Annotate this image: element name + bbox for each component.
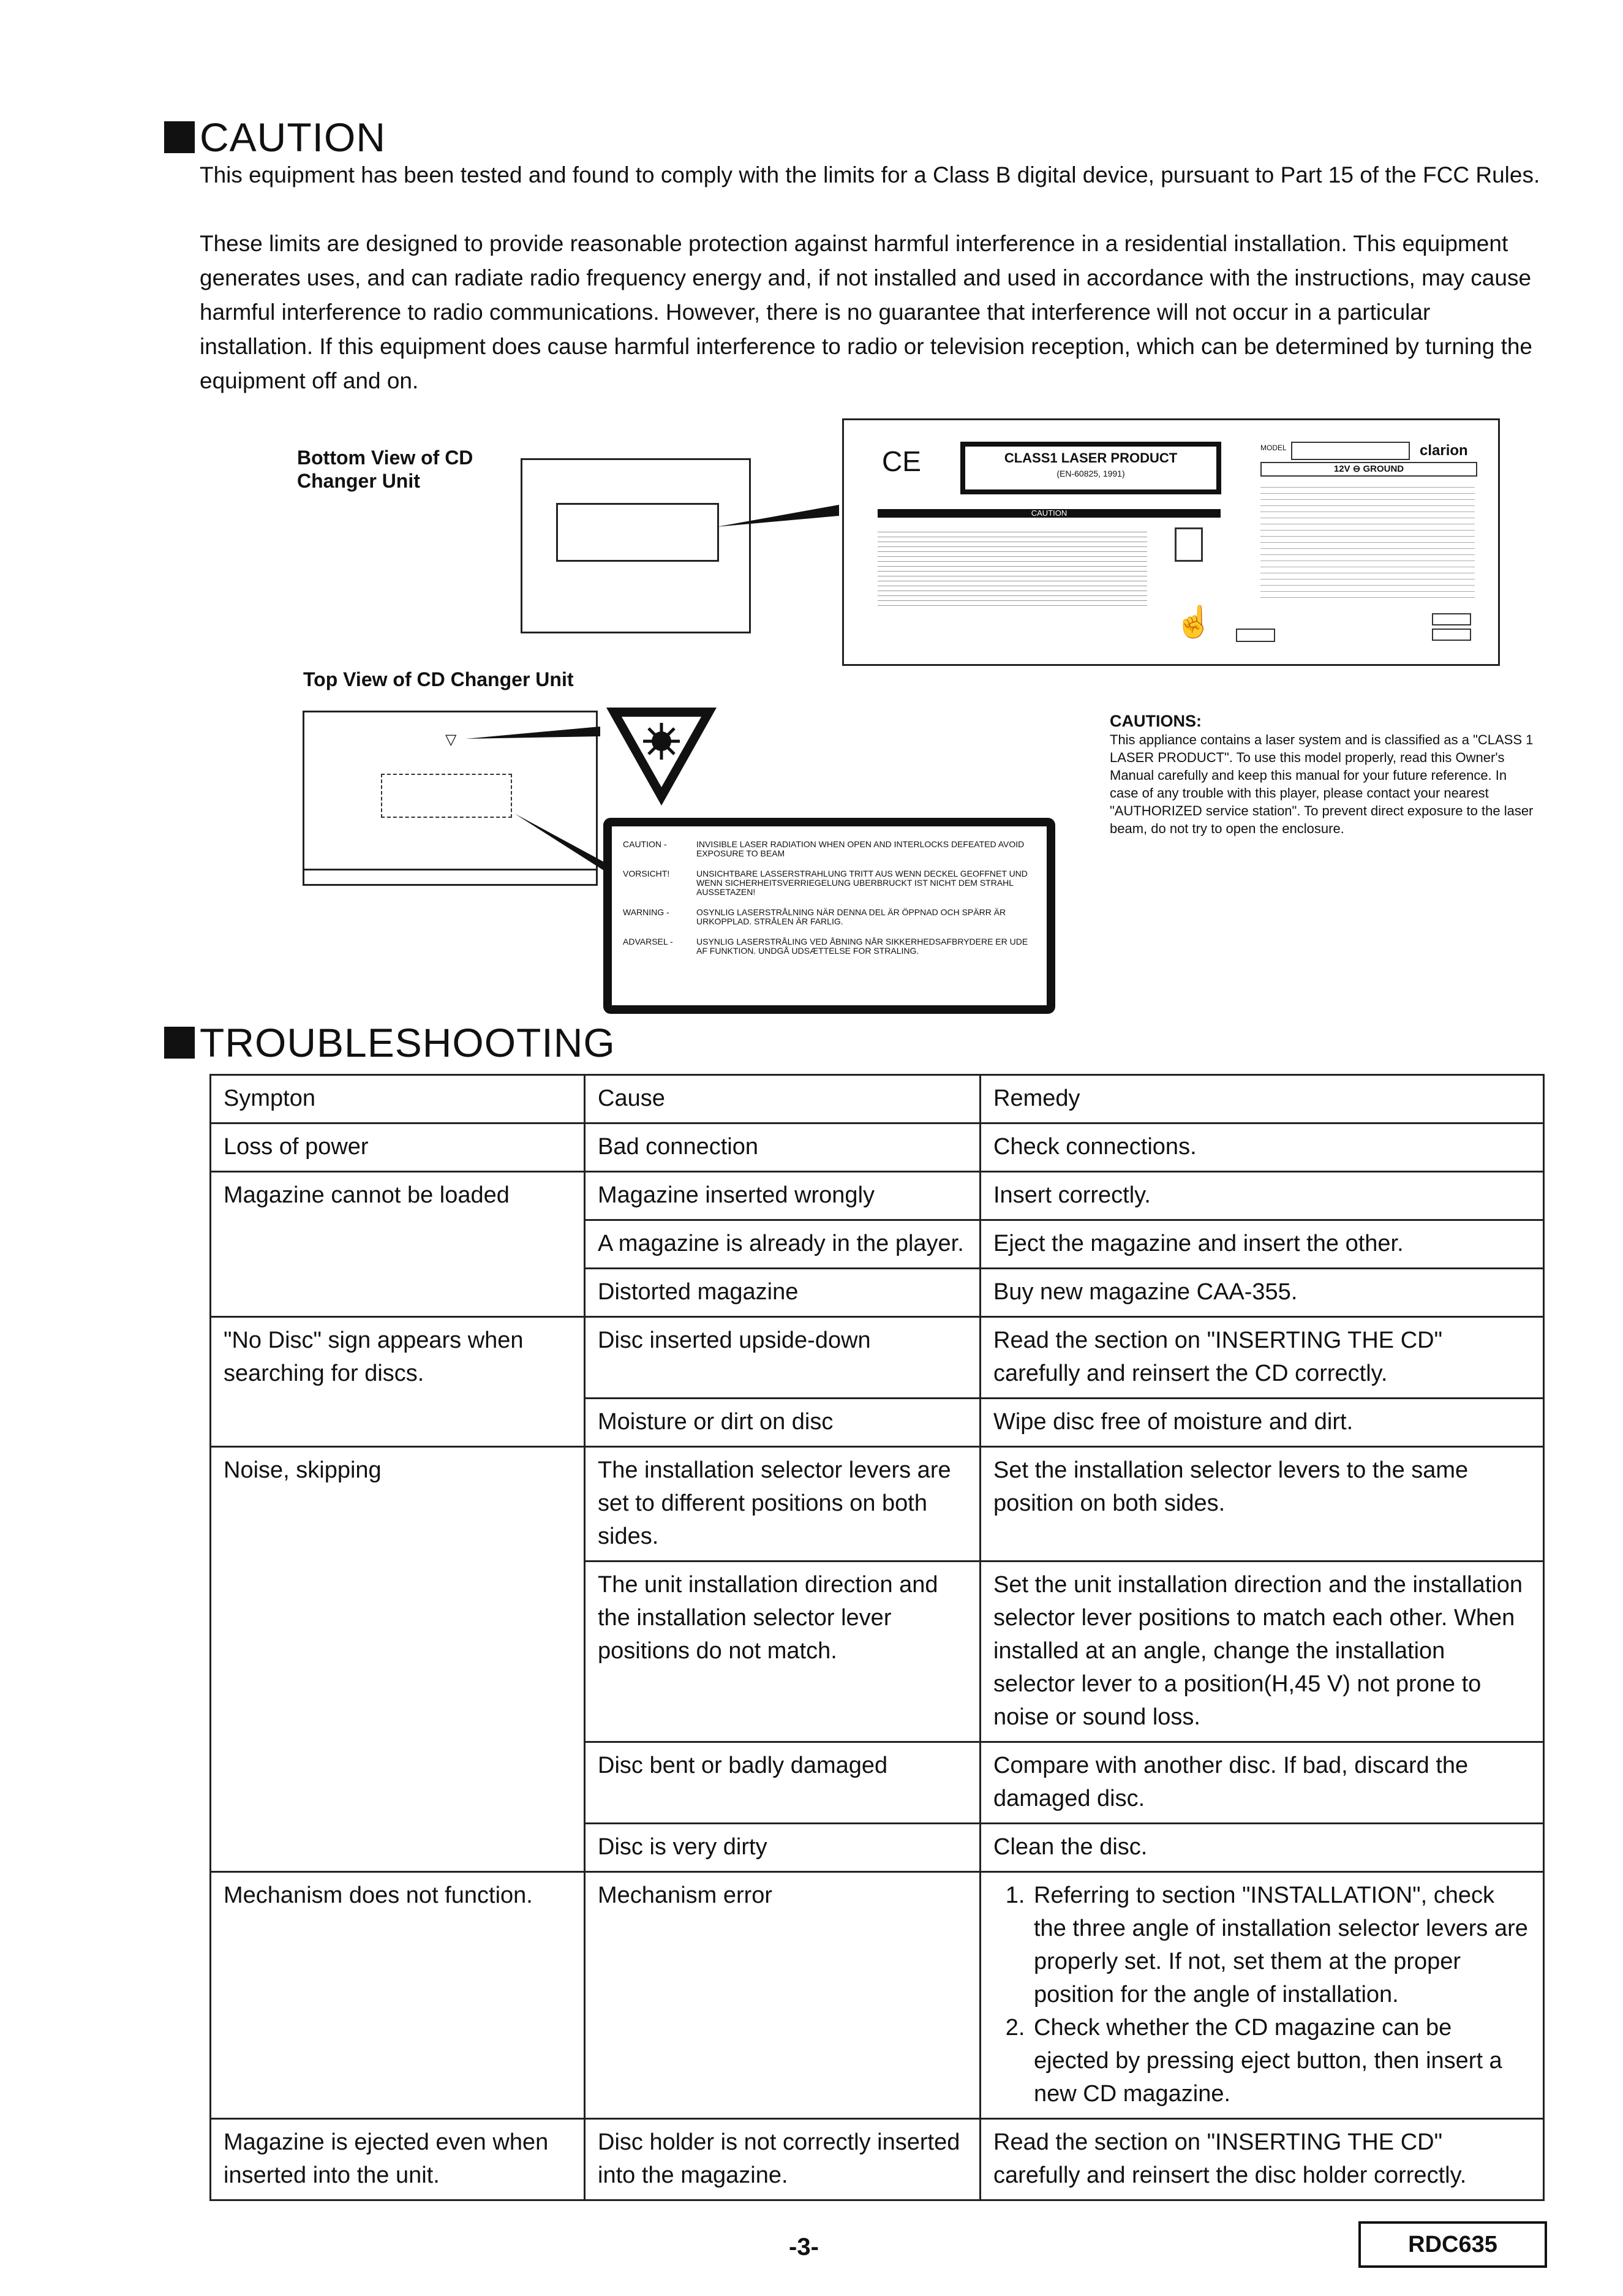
model-field xyxy=(1291,442,1410,460)
warning-row-warning: WARNING - OSYNLIG LASERSTRÅLNING NÄR DENNA DEL ÄR ÖPPNAD OCH SPÄRR ÄR URKOPPLAD. STRÅLEN ÄR FARLIG. xyxy=(623,907,1006,926)
header-remedy: Remedy xyxy=(981,1075,1544,1123)
plate-serial-box xyxy=(1236,629,1275,642)
laser-warning-label xyxy=(603,818,1055,1014)
table-row: A magazine is already in the player. Eject the magazine and insert the other. xyxy=(211,1220,1544,1269)
laser-class-box: CLASS1 LASER PRODUCT (EN-60825, 1991) xyxy=(960,442,1221,494)
troubleshooting-heading: TROUBLESHOOTING xyxy=(164,1019,616,1066)
plate-code-box-2 xyxy=(1432,629,1471,641)
model-code-box: RDC635 xyxy=(1358,2221,1547,2268)
laser-mark-icon: ▽ xyxy=(445,731,457,748)
cautions-note xyxy=(1110,712,1538,837)
bottom-view-label: Bottom View of CD Changer Unit xyxy=(297,447,473,492)
laser-hazard-icon xyxy=(603,704,720,809)
cautions-title: CAUTIONS: xyxy=(1110,712,1202,730)
ce-mark-icon: CE xyxy=(882,445,921,477)
table-row: "No Disc" sign appears when searching for discs. Disc inserted upside-down Read the section on "INSERTING THE CD" carefully and reinsert the CD correctly. xyxy=(211,1317,1544,1399)
caution-heading: CAUTION xyxy=(164,114,386,160)
caution-paragraph-2: These limits are designed to provide reasonable protection against harmful interference in a residential installation. This equipment generates uses, and can radiate radio frequency energy and, if not installed and used in accordance with the instructions, may cause harmful interference to radio communications. However, there is no guarantee that interference will not occur in a particular installation. If this equipment does cause harmful interference to radio or television reception, which can be determined by turning the equipment off and on. xyxy=(200,231,1533,393)
plate-compliance-text xyxy=(1260,481,1475,598)
header-symptom: Sympton xyxy=(211,1075,585,1123)
top-view-label: Top View of CD Changer Unit xyxy=(303,668,574,690)
caution-paragraph-1: This equipment has been tested and found to comply with the limits for a Class B digital device, pursuant to Part 15 of the FCC Rules. xyxy=(200,162,1540,187)
plate-unit-icon xyxy=(1175,527,1203,562)
table-header-row xyxy=(211,1075,1544,1123)
table-row: Magazine is ejected even when inserted into the unit. Disc holder is not correctly inserted into the magazine. Read the section on "INSERTING THE CD" carefully and reinsert the disc holder correctly. xyxy=(211,2119,1544,2200)
page-number: -3- xyxy=(789,2234,819,2260)
remedy-step: 1. Referring to section "INSTALLATION", check the three angle of installation selector levers are properly set. If not, set them at the proper position for the angle of installation. xyxy=(1031,1879,1532,2011)
warning-row-advarsel: ADVARSEL - USYNLIG LASERSTRÅLING VED ÅBNING NÅR SIKKERHEDSAFBRYDERE ER UDE AF FUNKTION. UNDGÅ UDSÆTTELSE FOR STRALING. xyxy=(623,937,1028,956)
table-row: Magazine cannot be loaded Magazine inserted wrongly Insert correctly. xyxy=(211,1172,1544,1220)
troubleshooting-table xyxy=(209,1074,1545,2201)
table-row: Mechanism does not function. Mechanism error 1. Referring to section "INSTALLATION", check the three angle of installation selector levers are properly set. If not, set them at the proper position for the angle of installation. 2. Check whether the CD magazine can be ejected by pressing eject button, then insert a new CD magazine. xyxy=(211,1872,1544,2119)
product-label-plate: CE CLASS1 LASER PRODUCT (EN-60825, 1991) CAUTION ☝ MODEL clarion 12V ⊖ GROUND xyxy=(842,418,1500,666)
bottom-view-unit-drawing xyxy=(521,458,751,633)
header-cause: Cause xyxy=(585,1075,981,1123)
caution-bar: CAUTION xyxy=(878,509,1221,518)
remedy-step: 2. Check whether the CD magazine can be ejected by pressing eject button, then insert a new CD magazine. xyxy=(1031,2011,1532,2110)
warning-row-vorsicht: VORSICHT! UNSICHTBARE LASSERSTRAHLUNG TRITT AUS WENN DECKEL GEOFFNET UND WENN SICHERHEITSVERRIEGELUNG UBERBRUCKT IST NICHT DEM STRAHL AUSSETAZEN! xyxy=(623,869,1028,897)
heading-square-icon xyxy=(164,121,195,153)
cautions-body: This appliance contains a laser system and is classified as a "CLASS 1 LASER PRODUCT". To use this model properly, read this Owner's Manual carefully and keep this manual for your future reference. In case of any trouble with this player, please contact your nearest "AUTHORIZED service station". To prevent direct exposure to the laser beam, do not try to open the enclosure. xyxy=(1110,732,1534,836)
plate-code-box-1 xyxy=(1432,613,1471,625)
remedy-steps xyxy=(993,1879,1532,2110)
table-row: Loss of power Bad connection Check connections. xyxy=(211,1123,1544,1172)
plate-fine-print xyxy=(878,527,1147,607)
table-row: Noise, skipping The installation selector levers are set to different positions on both sides. Set the installation selector levers to the same position on both sides. xyxy=(211,1447,1544,1562)
table-row: Disc is very dirty Clean the disc. xyxy=(211,1824,1544,1872)
table-row: Disc bent or badly damaged Compare with another disc. If bad, discard the damaged disc. xyxy=(211,1742,1544,1824)
table-row: The unit installation direction and the installation selector lever positions do not match. Set the unit installation direction and the installation selector lever positions to match each other. When installed at an angle, change the installation selector lever to a position(H,45 V) not prone to noise or sound loss. xyxy=(211,1562,1544,1742)
brand-logo: clarion xyxy=(1420,442,1468,459)
bottom-view-arrow xyxy=(717,502,845,539)
warning-row-caution: CAUTION - INVISIBLE LASER RADIATION WHEN OPEN AND INTERLOCKS DEFEATED AVOID EXPOSURE TO BEAM xyxy=(623,839,1025,858)
bottom-view-label-slot xyxy=(556,503,719,562)
heading-square-icon xyxy=(164,1027,195,1059)
plate-hand-icon: ☝ xyxy=(1175,605,1213,639)
table-row: Moisture or dirt on disc Wipe disc free of moisture and dirt. xyxy=(211,1399,1544,1447)
table-row: Distorted magazine Buy new magazine CAA-355. xyxy=(211,1269,1544,1317)
